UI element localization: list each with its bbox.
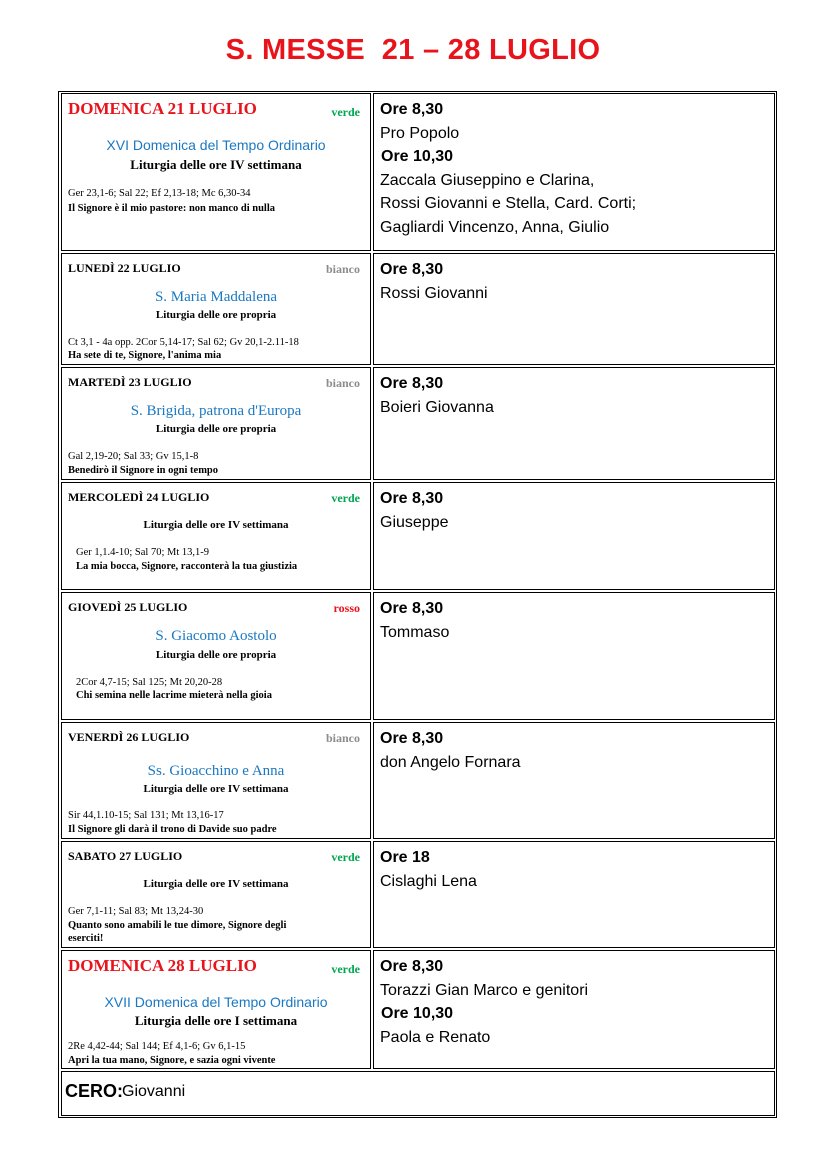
liturgy-hours: Liturgia delle ore IV settimana [130,157,302,172]
mass-intentions-cell [373,841,775,948]
mass-intention: Giuseppe [380,513,449,531]
liturgy-hours: Liturgia delle ore IV settimana [143,878,289,890]
mass-time: Ore 8,30 [380,600,444,617]
mass-time: Ore 8,30 [380,261,444,278]
day-label: LUNEDÌ 22 LUGLIO [68,261,181,275]
cero-row [61,1071,775,1116]
day-label: MARTEDÌ 23 LUGLIO [68,375,192,389]
mass-intentions [380,727,521,774]
day-label: DOMENICA 21 LUGLIO [68,99,257,118]
mass-intentions-cell [373,93,775,251]
psalm-response: Benedirò il Signore in ogni tempo [68,465,219,476]
day-label: SABATO 27 LUGLIO [68,849,183,863]
mass-intentions-cell [373,592,775,720]
readings: Gal 2,19-20; Sal 33; Gv 15,1-8 [68,451,199,462]
psalm-response: Quanto sono amabili le tue dimore, Signore degli eserciti! [68,920,287,944]
psalm-response: Il Signore è il mio pastore: non manco di nulla [68,203,276,214]
mass-intention: Rossi Giovanni [380,284,488,302]
mass-intention: Cislaghi Lena [380,872,477,890]
liturgy-hours: Liturgia delle ore I settimana [134,1013,298,1028]
readings: Ger 7,1-11; Sal 83; Mt 13,24-30 [68,906,204,917]
mass-intention: Tommaso [380,623,450,641]
mass-intentions [380,372,494,419]
day-info-cell [61,950,371,1069]
day-info-cell [61,722,371,839]
mass-intentions-cell [373,482,775,590]
feast-title: XVII Domenica del Tempo Ordinario [104,994,328,1010]
feast-title: S. Maria Maddalena [154,289,278,305]
liturgy-hours: Liturgia delle ore propria [155,309,277,321]
mass-intention: don Angelo Fornara [380,753,521,771]
mass-intentions [380,487,449,534]
day-label: DOMENICA 28 LUGLIO [68,956,257,975]
feast-title: S. Brigida, patrona d'Europa [130,403,302,419]
mass-intentions [380,846,477,893]
page-title: S. MESSE 21 – 28 LUGLIO [225,34,601,66]
liturgical-color: verde [331,105,360,119]
psalm-response: Il Signore gli darà il trono di Davide suo padre [68,824,277,835]
liturgical-color: verde [331,850,360,864]
mass-intention: Paola e Renato [380,1028,491,1046]
mass-time: Ore 8,30 [380,375,444,392]
psalm-response: Ha sete di te, Signore, l'anima mia [68,350,222,361]
liturgical-color: verde [331,962,360,976]
feast-title: XVI Domenica del Tempo Ordinario [106,137,326,153]
mass-intention: Pro Popolo [380,124,460,142]
feast-title: S. Giacomo Aostolo [155,628,277,644]
mass-time: Ore 10,30 [381,148,454,165]
mass-time: Ore 18 [380,849,430,866]
mass-intention: Gagliardi Vincenzo, Anna, Giulio [380,218,610,236]
day-info-cell [61,93,371,251]
mass-intentions-cell [373,253,775,365]
liturgical-color: bianco [325,376,360,390]
readings: 2Cor 4,7-15; Sal 125; Mt 20,20-28 [76,677,223,688]
liturgical-color: rosso [333,601,360,615]
mass-intention: Zaccala Giuseppino e Clarina, [380,171,595,189]
readings: Ger 23,1-6; Sal 22; Ef 2,13-18; Mc 6,30-34 [68,188,251,199]
mass-intentions [380,258,488,305]
liturgy-hours: Liturgia delle ore IV settimana [143,519,289,531]
psalm-response: Chi semina nelle lacrime mieterà nella gioia [76,690,272,701]
mass-intentions [380,98,636,239]
liturgy-hours: Liturgia delle ore propria [155,649,277,661]
cero-value: Giovanni [122,1083,186,1100]
readings: Sir 44,1.10-15; Sal 131; Mt 13,16-17 [68,810,224,821]
mass-intention: Boieri Giovanna [380,398,494,416]
mass-time: Ore 10,30 [381,1005,454,1022]
mass-time: Ore 8,30 [380,101,444,118]
mass-intentions-cell [373,367,775,480]
mass-intentions [380,597,449,644]
liturgical-color: bianco [325,731,360,745]
day-info-cell [61,592,371,720]
mass-intentions [380,955,588,1049]
day-label: GIOVEDÌ 25 LUGLIO [68,600,188,614]
mass-intention: Torazzi Gian Marco e genitori [380,981,589,999]
liturgy-hours: Liturgia delle ore IV settimana [143,783,289,795]
cero-label: CERO: [65,1081,123,1101]
day-info-cell [61,253,371,365]
feast-title: Ss. Gioacchino e Anna [147,763,285,779]
readings: 2Re 4,42-44; Sal 144; Ef 4,1-6; Gv 6,1-15 [68,1041,246,1052]
liturgical-color: verde [331,491,360,505]
mass-intention: Rossi Giovanni e Stella, Card. Corti; [380,195,637,212]
day-info-cell [61,841,371,948]
psalm-response: La mia bocca, Signore, racconterà la tua giustizia [76,561,298,572]
mass-time: Ore 8,30 [380,958,444,975]
mass-time: Ore 8,30 [380,490,444,507]
mass-intentions-cell [373,950,775,1069]
readings: Ger 1,1.4-10; Sal 70; Mt 13,1-9 [76,547,209,558]
day-label: MERCOLEDÌ 24 LUGLIO [68,490,210,504]
day-info-cell [61,482,371,590]
mass-intentions-cell [373,722,775,839]
psalm-response: Apri la tua mano, Signore, e sazia ogni vivente [68,1055,276,1066]
readings: Ct 3,1 - 4a opp. 2Cor 5,14-17; Sal 62; Gv 20,1-2.11-18 [68,337,299,348]
liturgical-color: bianco [325,262,360,276]
mass-time: Ore 8,30 [380,730,444,747]
liturgy-hours: Liturgia delle ore propria [155,423,277,435]
day-label: VENERDÌ 26 LUGLIO [68,730,190,744]
day-info-cell [61,367,371,480]
